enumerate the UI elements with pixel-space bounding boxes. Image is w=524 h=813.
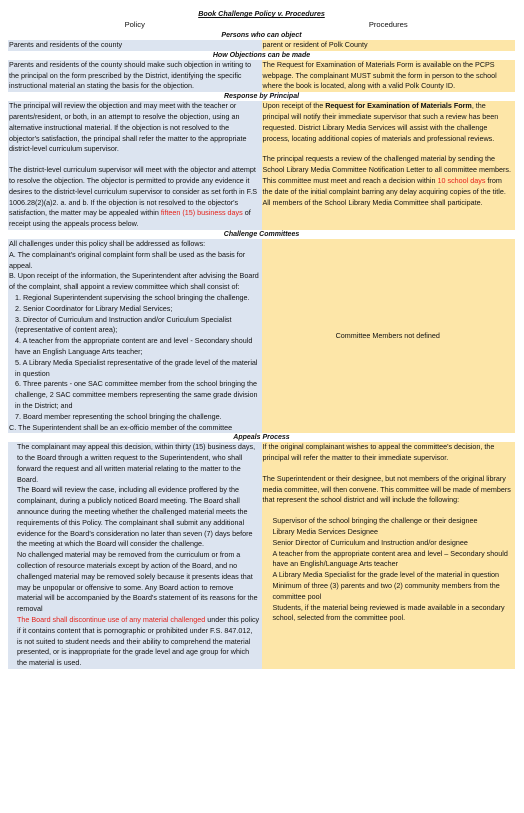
response-procedures-cell [262, 101, 516, 230]
decision-deadline-highlight: 10 school days [437, 175, 486, 185]
response-procedures-p1: Upon receipt of the Request for Examination of Materials Form, the principal will notify their immediate supervisor that such a review has been requested. District Library Media Services will assist with the challenge process, locating additional copies of materials and professional reviews. [262, 101, 499, 143]
appeals-policy-p4: The Board shall discontinue use of any material challenged under this policy if it contains content that is pornographic or prohibited under F.S. 847.012, is not suited to student needs and their ability to comprehend the material presented, or is inappropriate for the grade level and age group for which the material is used. [17, 615, 260, 668]
document-page [8, 8, 515, 669]
response-procedures-p2: The principal requests a review of the challenged material by sending the School Library Media Committee Notification Letter to all committee members. This committee must meet and reach a decision within 10 school days from the date of the initial complaint barring any delay acquiring copies of the title. All members of the School Library Media Committee shall participate. [262, 154, 511, 207]
persons-policy-cell [8, 40, 262, 51]
appeals-member-item: A teacher from the appropriate content area and level – Secondary should have an English/Language Arts teacher [272, 548, 508, 569]
appeals-procedures-p1: If the original complainant wishes to appeal the committee's decision, the principal will refer the matter to their immediate supervisor. [262, 442, 495, 463]
section-how: How Objections can be made [212, 51, 311, 59]
committees-line: A. The complainant's original complaint form shall be used as the basis for appeal. [9, 249, 246, 270]
row-persons [8, 40, 515, 51]
persons-procedures-text: parent or resident of Polk County [262, 40, 368, 49]
row-committees [8, 239, 515, 433]
row-response [8, 101, 515, 230]
committees-policy-cell [8, 239, 262, 433]
appeals-member-item: Senior Director of Curriculum and Instruction and/or designee [272, 537, 468, 547]
how-procedures-cell [262, 60, 516, 92]
policy-header: Policy [124, 20, 145, 29]
appeals-policy-p2: The Board will review the case, including all evidence proffered by the complainant, during a publicly noticed Board meeting. The Board shall announce during the meeting whether the challenged material meets the requirements of this Policy. The complainant shall submit any additional evidence for the Board's consideration no later than seven (7) days before the meeting at which the Board will consider the challenge. [17, 485, 253, 549]
committee-member-item: 7. Board member representing the school bringing the challenge. [15, 411, 222, 421]
appeals-procedures-cell [262, 442, 516, 669]
row-appeals [8, 442, 515, 669]
committee-member-item: 4. A teacher from the appropriate content are and level - Secondary should have an English Language Arts teacher; [15, 336, 253, 356]
row-how [8, 60, 515, 92]
how-policy-text: Parents and residents of the county should make such objection in writing to the principal on the form prescribed by the District, identifying the specific instructional material an stating the basis for the objection. [9, 59, 252, 91]
response-policy-p2: The district-level curriculum supervisor will meet with the objector and attempt to resolve the objection. The objector is permitted to provide any evidence it desires to the district-level curriculum supervisor to consider as set forth in F.S 1006.28(2)(a)2. a. and b. If the objection is not resolved to the objector's satisfaction, the matter may be appealed within fifteen (15) business days of receipt using the appeals process below. [9, 165, 258, 229]
column-headers [8, 19, 515, 31]
appeals-policy-p3: No challenged material may be removed from the curriculum or from a collection of resource materials except by action of the Board, and no challenged material may be removed solely because it presents ideas that may be unpopular or offensive to some. Any Board action to remove material will be accompanied by the Board's statement of its reasons for the removal [17, 550, 258, 614]
appeal-deadline-highlight: fifteen (15) business days [160, 208, 243, 218]
form-name-bold: Request for Examination of Materials Form [325, 101, 472, 111]
procedures-header: Procedures [368, 20, 408, 29]
section-response: Response by Principal [223, 93, 300, 101]
section-committees: Challenge Committees [223, 230, 300, 238]
appeals-policy-cell [8, 442, 262, 669]
how-procedures-text: The Request for Examination of Materials Form is available on the PCPS webpage. The complainant MUST submit the form in person to the school where the book is located, along with a valid Polk County ID. [262, 59, 497, 91]
committee-member-item: 2. Senior Coordinator for Library Medial Services; [15, 303, 173, 313]
committee-member-item: 1. Regional Superintendent supervising the school bringing the challenge. [15, 292, 250, 302]
appeals-procedures-p2: The Superintendent or their designee, but not members of the original library media committee, will then convene. This committee will be made of members that represent the school district and will include the following: [262, 473, 511, 505]
appeals-member-item: Supervisor of the school bringing the challenge or their designee [272, 516, 478, 526]
committee-member-item: 3. Director of Curriculum and Instruction and/or Curiculum Specialist (representative of content area); [15, 314, 232, 335]
committees-procedures-cell [262, 239, 516, 433]
document-title: Book Challenge Policy v. Procedures [198, 9, 325, 18]
committee-member-item: 5. A Library Media Specialist representative of the grade level of the material in question [15, 357, 258, 378]
committees-line: B. Upon receipt of the information, the Superintendent after advising the Board of the complaint, shall appoint a review committee which shall consist of: [9, 271, 259, 292]
persons-procedures-cell [262, 40, 516, 51]
committees-line: All challenges under this policy shall be addressed as follows: [9, 238, 206, 248]
appeals-member-item: Library Media Services Designee [272, 527, 378, 537]
committee-member-item: 6. Three parents - one SAC committee member from the school bringing the challenge, 2 SAC committee members representing the same grade division in the District; and [15, 379, 258, 410]
appeals-member-item: A Library Media Specialist for the grade level of the material in question [272, 570, 500, 580]
appeals-member-item: Minimum of three (3) parents and two (2) community members from the committee pool [272, 581, 500, 601]
persons-policy-text: Parents and residents of the county [9, 40, 123, 49]
committees-procedures-note: Committee Members not defined [335, 330, 440, 340]
response-policy-cell [8, 101, 262, 230]
appeals-member-item: Students, if the material being reviewed is made available in a secondary school, selected from the committee pool. [272, 602, 505, 623]
response-policy-p1: The principal will review the objection and may meet with the teacher or parents/resident, or both, in an attempt to resolve the objection, using an alternative instructional material. If the objection is not resolved to the objector's satisfaction, the principal shall refer the matter to the appropriate district-level curriculum supervisor. [9, 101, 247, 154]
appeals-policy-p1: The complainant may appeal this decision, within thirty (15) business days, to the Board through a written request to the Superintendent, who shall forward the request and all written material relating to the matter to the Board. [17, 442, 256, 484]
discontinue-highlight: The Board shall discontinue use of any material challenged [17, 615, 206, 625]
section-persons: Persons who can object [221, 32, 302, 39]
how-policy-cell [8, 60, 262, 92]
section-appeals: Appeals Process [233, 434, 290, 442]
committees-line: C. The Superintendent shall be an ex-officio member of the committee [9, 422, 233, 432]
